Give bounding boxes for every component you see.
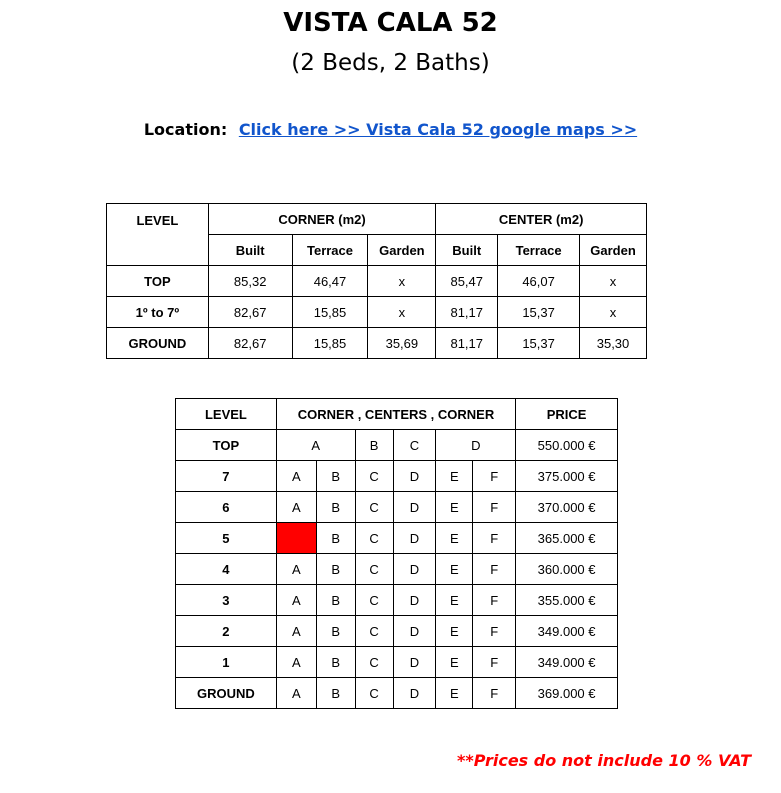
level-cell: TOP — [176, 430, 277, 461]
price-cell: 370.000 € — [516, 492, 618, 523]
unit-cell: D — [393, 523, 436, 554]
price-level-header: LEVEL — [176, 399, 277, 430]
area-cell: 81,17 — [436, 297, 498, 328]
price-cell: 349.000 € — [516, 647, 618, 678]
unit-cell: C — [355, 554, 393, 585]
price-cell: 355.000 € — [516, 585, 618, 616]
area-cell: x — [580, 266, 647, 297]
level-cell: 1 — [176, 647, 277, 678]
level-cell: GROUND — [176, 678, 277, 709]
unit-cell: A — [276, 678, 316, 709]
page-subtitle: (2 Beds, 2 Baths) — [291, 50, 490, 76]
sub-header: Built — [436, 235, 498, 266]
unit-cell: F — [473, 585, 516, 616]
unit-cell: C — [393, 430, 436, 461]
table-row — [107, 266, 647, 297]
units-header: CORNER , CENTERS , CORNER — [276, 399, 515, 430]
area-cell: 35,30 — [580, 328, 647, 359]
location-label: Location: — [143, 120, 228, 139]
unit-cell: E — [436, 461, 473, 492]
sub-header: Terrace — [498, 235, 580, 266]
page-title: VISTA CALA 52 — [283, 8, 498, 38]
unit-cell: B — [316, 461, 355, 492]
area-cell: 15,37 — [498, 328, 580, 359]
table-row — [176, 554, 618, 585]
level-cell: 3 — [176, 585, 277, 616]
table-row — [107, 328, 647, 359]
unit-cell: C — [355, 461, 393, 492]
price-cell: 349.000 € — [516, 616, 618, 647]
table-row — [176, 585, 618, 616]
price-header: PRICE — [516, 399, 618, 430]
unit-cell: F — [473, 523, 516, 554]
price-cell: 360.000 € — [516, 554, 618, 585]
unit-cell: D — [393, 461, 436, 492]
level-cell: 2 — [176, 616, 277, 647]
table-row — [176, 616, 618, 647]
area-cell: 15,85 — [292, 297, 368, 328]
unit-cell: C — [355, 523, 393, 554]
unit-cell: A — [276, 647, 316, 678]
level-cell: 4 — [176, 554, 277, 585]
table-row — [176, 430, 618, 461]
sub-header: Garden — [368, 235, 436, 266]
level-cell: GROUND — [107, 328, 209, 359]
table-row — [176, 647, 618, 678]
level-cell: 5 — [176, 523, 277, 554]
table-row — [176, 523, 618, 554]
table-row — [176, 492, 618, 523]
unit-cell: D — [393, 678, 436, 709]
unit-cell: F — [473, 492, 516, 523]
price-table — [175, 398, 618, 709]
level-cell: 1º to 7º — [107, 297, 209, 328]
table-row — [107, 297, 647, 328]
unit-cell: D — [393, 647, 436, 678]
unit-cell: D — [436, 430, 516, 461]
level-cell: 7 — [176, 461, 277, 492]
google-maps-link[interactable]: Click here >> Vista Cala 52 google maps >> — [238, 120, 638, 139]
unit-cell: A — [276, 461, 316, 492]
area-cell: 85,47 — [436, 266, 498, 297]
vat-note: **Prices do not include 10 % VAT — [457, 751, 751, 770]
unit-cell: F — [473, 647, 516, 678]
unit-cell: F — [473, 461, 516, 492]
unit-cell: B — [355, 430, 393, 461]
unit-cell: D — [393, 554, 436, 585]
sub-header: Built — [208, 235, 292, 266]
unit-cell: C — [355, 585, 393, 616]
unit-cell: B — [316, 678, 355, 709]
unit-cell: A — [276, 585, 316, 616]
unit-cell: B — [316, 492, 355, 523]
unit-cell: E — [436, 616, 473, 647]
unit-cell: A — [276, 616, 316, 647]
sub-header: Terrace — [292, 235, 368, 266]
area-cell: 46,07 — [498, 266, 580, 297]
price-cell: 369.000 € — [516, 678, 618, 709]
unit-cell: C — [355, 678, 393, 709]
area-cell: x — [368, 297, 436, 328]
level-cell: 6 — [176, 492, 277, 523]
center-header: CENTER (m2) — [436, 204, 647, 235]
unit-cell: E — [436, 492, 473, 523]
price-cell: 375.000 € — [516, 461, 618, 492]
price-cell: 550.000 € — [516, 430, 618, 461]
unit-cell: D — [393, 616, 436, 647]
unit-cell: B — [316, 616, 355, 647]
unit-cell: B — [316, 554, 355, 585]
area-cell: 85,32 — [208, 266, 292, 297]
price-cell: 365.000 € — [516, 523, 618, 554]
area-cell: x — [368, 266, 436, 297]
unit-cell: A — [276, 430, 355, 461]
area-cell: 82,67 — [208, 297, 292, 328]
area-cell: x — [580, 297, 647, 328]
unit-cell: E — [436, 678, 473, 709]
unit-cell: B — [316, 585, 355, 616]
unit-cell: D — [393, 492, 436, 523]
unit-cell: F — [473, 554, 516, 585]
area-cell: 46,47 — [292, 266, 368, 297]
areas-table — [106, 203, 647, 359]
unit-cell: A — [276, 492, 316, 523]
table-row — [176, 461, 618, 492]
area-cell: 15,37 — [498, 297, 580, 328]
unit-cell: C — [355, 492, 393, 523]
area-cell: 82,67 — [208, 328, 292, 359]
unit-cell: B — [316, 647, 355, 678]
unit-cell: F — [473, 616, 516, 647]
area-cell: 81,17 — [436, 328, 498, 359]
unit-cell: A — [276, 554, 316, 585]
unit-cell: C — [355, 616, 393, 647]
area-cell: 15,85 — [292, 328, 368, 359]
unit-cell: E — [436, 585, 473, 616]
location-line — [0, 120, 781, 139]
unit-cell: C — [355, 647, 393, 678]
unit-cell: E — [436, 554, 473, 585]
area-cell: 35,69 — [368, 328, 436, 359]
unit-cell: F — [473, 678, 516, 709]
corner-header: CORNER (m2) — [208, 204, 436, 235]
unit-cell: B — [316, 523, 355, 554]
unit-cell: E — [436, 647, 473, 678]
level-cell: TOP — [107, 266, 209, 297]
areas-level-header: LEVEL — [107, 204, 209, 266]
unit-cell: D — [393, 585, 436, 616]
unit-cell: E — [436, 523, 473, 554]
table-row — [176, 678, 618, 709]
sub-header: Garden — [580, 235, 647, 266]
sold-unit-cell — [276, 523, 316, 554]
